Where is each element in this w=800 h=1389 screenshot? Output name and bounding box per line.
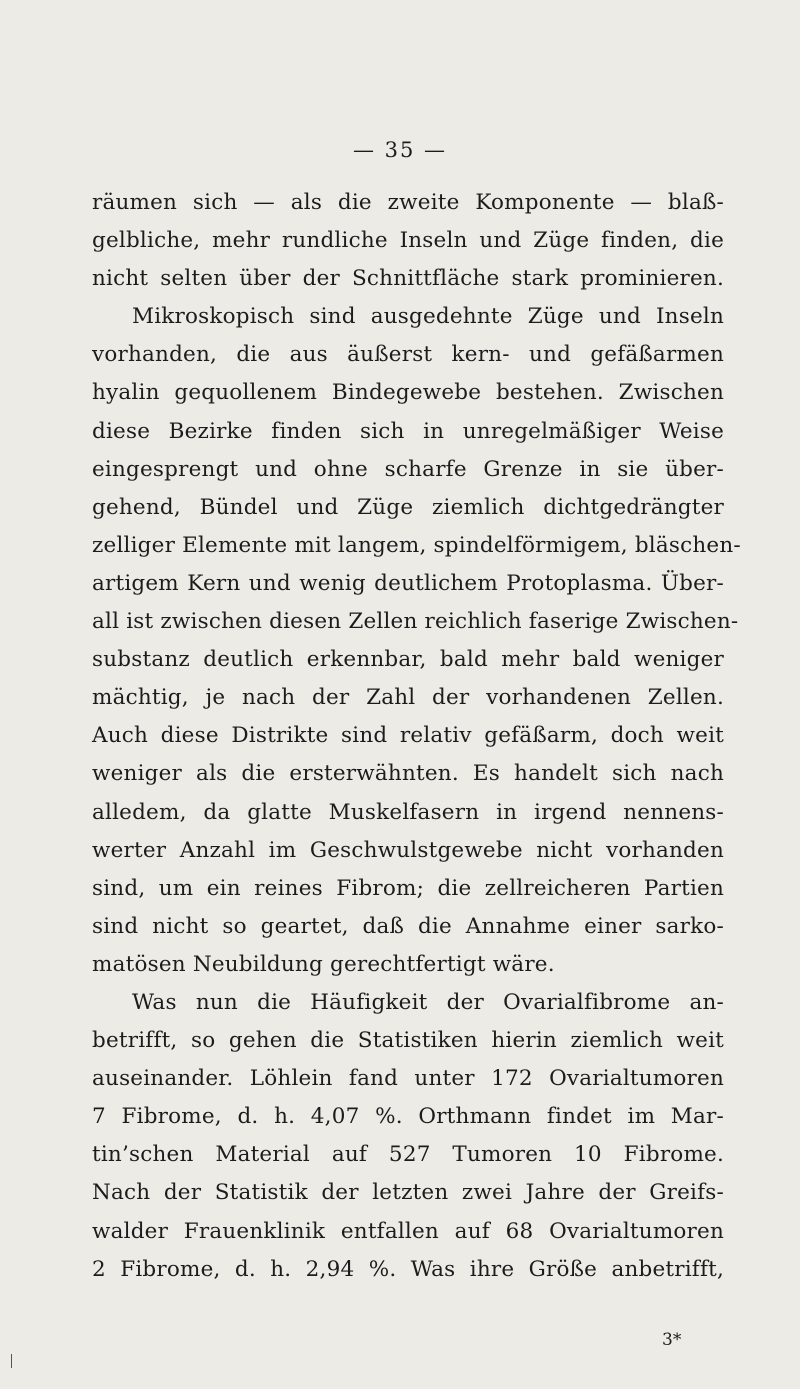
page-number: — 35 — — [352, 138, 448, 162]
text-line: zelliger Elemente mit langem, spindelförmigem, bläschen- — [92, 532, 741, 558]
text-line: gehend, Bündel und Züge ziemlich dichtgedrängter — [92, 494, 724, 520]
text-line: artigem Kern und wenig deutlichem Protoplasma. Über- — [92, 570, 724, 596]
text-line: matösen Neubildung gerechtfertigt wäre. — [92, 951, 555, 977]
text-line: nicht selten über der Schnittfläche stark prominieren. — [92, 266, 724, 292]
text-line: 2 Fibrome, d. h. 2,94 %. Was ihre Größe anbetrifft, — [92, 1256, 724, 1282]
body-text — [92, 184, 741, 1289]
text-line: sind, um ein reines Fibrom; die zellreicheren Partien — [92, 875, 724, 901]
text-line: 7 Fibrome, d. h. 4,07 %. Orthmann findet im Mar- — [92, 1104, 724, 1130]
text-line: weniger als die ersterwähnten. Es handelt sich nach — [92, 761, 724, 787]
text-line: alledem, da glatte Muskelfasern in irgend nennens- — [92, 799, 724, 825]
text-line: all ist zwischen diesen Zellen reichlich faserige Zwischen- — [92, 609, 739, 635]
text-line: betrifft, so gehen die Statistiken hierin ziemlich weit — [92, 1028, 724, 1054]
text-line: tin’schen Material auf 527 Tumoren 10 Fibrome. — [92, 1142, 724, 1168]
text-line: Mikroskopisch sind ausgedehnte Züge und Inseln — [132, 304, 724, 330]
text-line: hyalin gequollenem Bindegewebe bestehen. Zwischen — [92, 380, 724, 406]
text-line: walder Frauenklinik entfallen auf 68 Ovarialtumoren — [92, 1218, 724, 1244]
text-line: Auch diese Distrikte sind relativ gefäßarm, doch weit — [92, 723, 724, 749]
text-line: gelbliche, mehr rundliche Inseln und Züge finden, die — [92, 228, 724, 254]
text-line: sind nicht so geartet, daß die Annahme einer sarko- — [92, 913, 724, 939]
edge-mark — [11, 1354, 12, 1368]
text-line: auseinander. Löhlein fand unter 172 Ovarialtumoren — [92, 1066, 724, 1092]
text-line: eingesprengt und ohne scharfe Grenze in sie über- — [92, 456, 724, 482]
text-line: Was nun die Häufigkeit der Ovarialfibrome an- — [132, 989, 724, 1015]
text-line: substanz deutlich erkennbar, bald mehr bald weniger — [92, 647, 724, 673]
text-line: diese Bezirke finden sich in unregelmäßiger Weise — [92, 418, 724, 444]
text-line: vorhanden, die aus äußerst kern- und gefäßarmen — [92, 342, 724, 368]
text-line: werter Anzahl im Geschwulstgewebe nicht vorhanden — [92, 837, 724, 863]
text-line: Nach der Statistik der letzten zwei Jahre der Greifs- — [92, 1180, 724, 1206]
signature-mark: 3* — [662, 1330, 682, 1350]
text-line: räumen sich — als die zweite Komponente — blaß- — [92, 190, 724, 215]
text-line: mächtig, je nach der Zahl der vorhandenen Zellen. — [92, 685, 724, 711]
